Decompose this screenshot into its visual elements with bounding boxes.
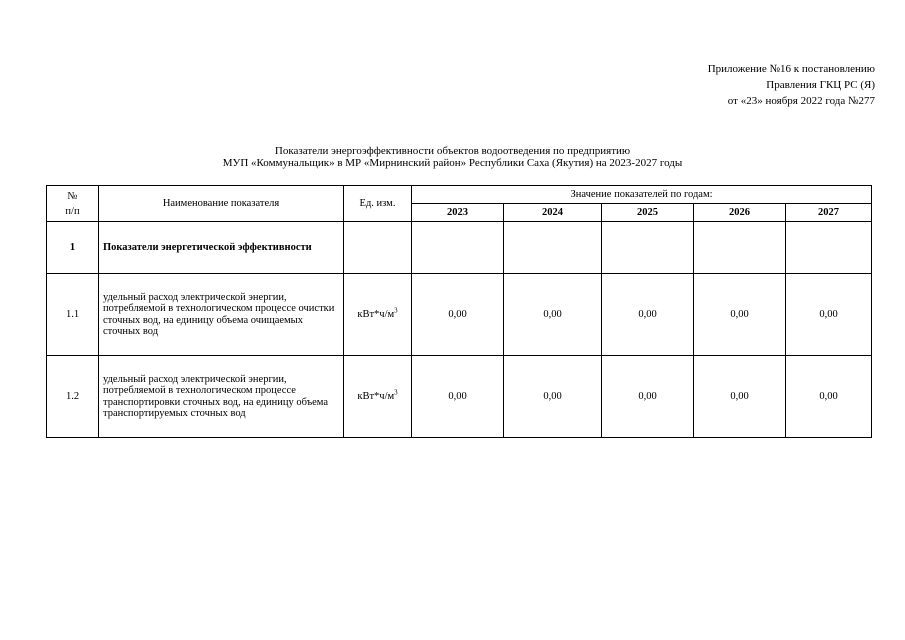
header-values-by-year: Значение показателей по годам:	[412, 186, 872, 204]
appendix-line-1: Приложение №16 к постановлению	[707, 63, 875, 75]
table-row	[47, 356, 872, 438]
row-value: 0,00	[412, 356, 504, 438]
header-indicator-name: Наименование показателя	[99, 186, 344, 222]
empty-cell	[344, 222, 412, 274]
row-indicator-name: удельный расход электрической энергии, потребляемой в технологическом процессе очистки сточных вод, на единицу объема очищаемых сточных вод	[99, 274, 344, 356]
row-unit-superscript: 3	[394, 306, 398, 315]
row-value: 0,00	[786, 356, 872, 438]
header-year: 2024	[504, 204, 602, 222]
row-number: 1.2	[47, 356, 99, 438]
header-number	[47, 186, 99, 222]
header-year: 2025	[602, 204, 694, 222]
table-row	[47, 274, 872, 356]
header-number-line-2: п/п	[65, 205, 80, 217]
document-title	[0, 145, 905, 169]
row-value: 0,00	[504, 274, 602, 356]
row-unit	[344, 356, 412, 438]
section-row	[47, 222, 872, 274]
appendix-line-2: Правления ГКЦ РС (Я)	[766, 79, 875, 91]
row-unit-text: кВт*ч/м	[357, 309, 395, 320]
row-value: 0,00	[786, 274, 872, 356]
document-title-line-2: МУП «Коммунальщик» в МР «Мирнинский район» Республики Саха (Якутия) на 2023-2027 годы	[222, 157, 683, 169]
empty-cell	[412, 222, 504, 274]
indicators-table	[46, 185, 872, 438]
row-value: 0,00	[694, 356, 786, 438]
header-row-1	[47, 186, 872, 204]
row-value: 0,00	[504, 356, 602, 438]
section-number: 1	[47, 222, 99, 274]
row-number: 1.1	[47, 274, 99, 356]
appendix-line-3: от «23» ноября 2022 года №277	[727, 95, 875, 107]
appendix-reference	[708, 61, 875, 109]
row-value: 0,00	[602, 274, 694, 356]
header-year: 2027	[786, 204, 872, 222]
row-value: 0,00	[602, 356, 694, 438]
empty-cell	[504, 222, 602, 274]
row-value: 0,00	[412, 274, 504, 356]
row-value: 0,00	[694, 274, 786, 356]
document-title-line-1: Показатели энергоэффективности объектов водоотведения по предприятию	[274, 145, 631, 157]
row-unit	[344, 274, 412, 356]
header-unit: Ед. изм.	[344, 186, 412, 222]
empty-cell	[786, 222, 872, 274]
empty-cell	[602, 222, 694, 274]
row-unit-superscript: 3	[394, 388, 398, 397]
row-unit-text: кВт*ч/м	[357, 391, 395, 402]
header-year: 2023	[412, 204, 504, 222]
row-indicator-name: удельный расход электрической энергии, потребляемой в технологическом процессе транспортировки сточных вод, на единицу объема транспортируемых сточных вод	[99, 356, 344, 438]
section-name: Показатели энергетической эффективности	[99, 222, 344, 274]
header-year: 2026	[694, 204, 786, 222]
header-number-line-1: №	[67, 190, 78, 202]
empty-cell	[694, 222, 786, 274]
